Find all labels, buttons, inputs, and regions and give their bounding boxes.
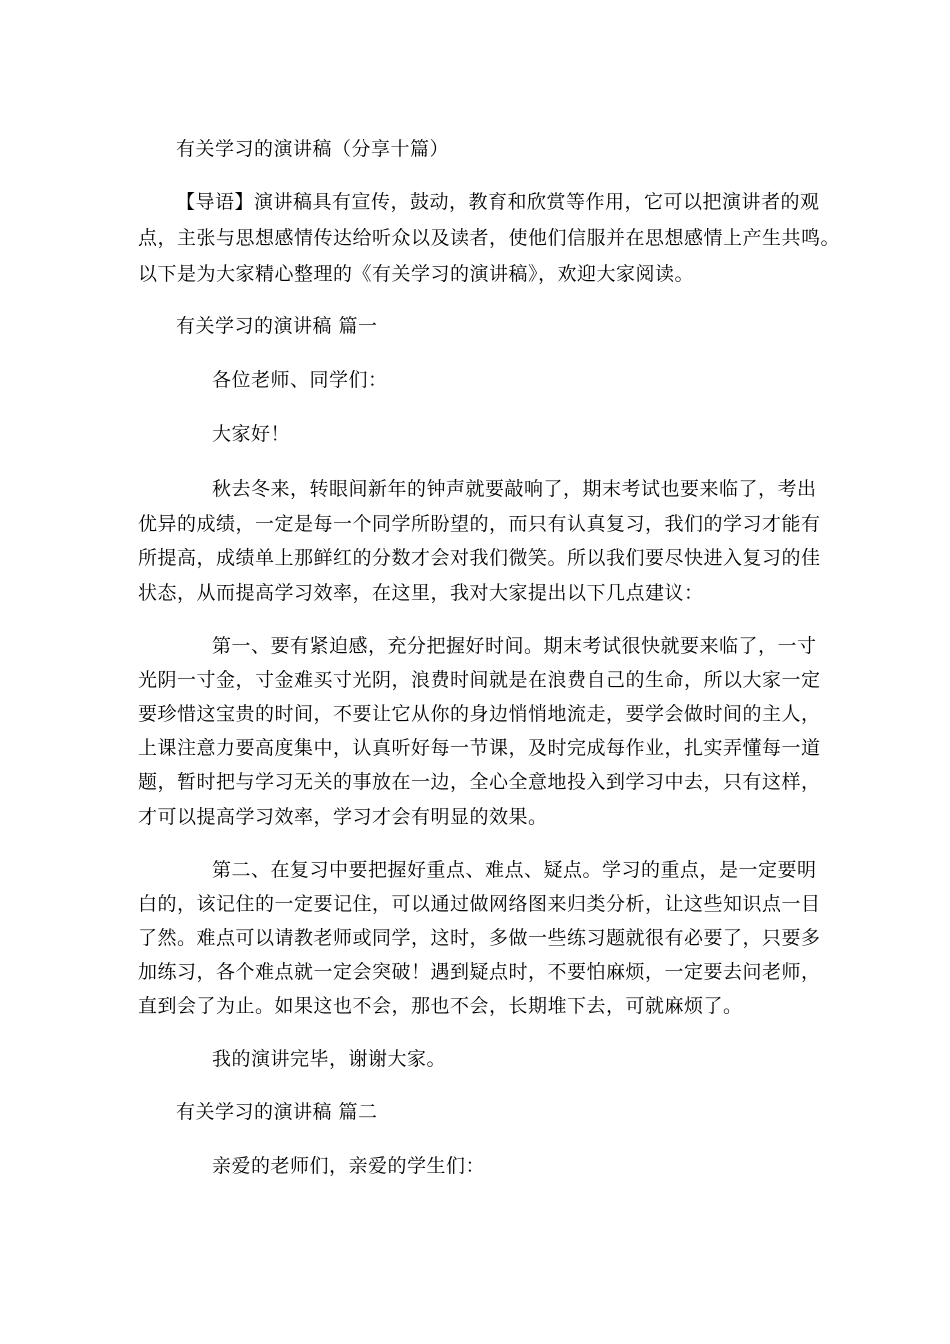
salutation: 亲爱的老师们，亲爱的学生们： bbox=[212, 1155, 486, 1177]
paragraph-line: 光阴一寸金，寸金难买寸光阴，浪费时间就是在浪费自己的生命，所以大家一定 bbox=[138, 669, 821, 691]
section-heading: 有关学习的演讲稿 篇一 bbox=[176, 315, 378, 337]
paragraph-line: 第一、要有紧迫感，充分把握好时间。期末考试很快就要来临了，一寸 bbox=[212, 635, 817, 657]
paragraph-line: 白的，该记住的一定要记住，可以通过做网络图来归类分析，让这些知识点一目 bbox=[138, 893, 821, 915]
paragraph-line: 第二、在复习中要把握好重点、难点、疑点。学习的重点，是一定要明 bbox=[212, 859, 817, 881]
paragraph-line: 秋去冬来，转眼间新年的钟声就要敲响了，期末考试也要来临了，考出 bbox=[212, 478, 817, 500]
paragraph-line: 上课注意力要高度集中，认真听好每一节课，及时完成每作业，扎实弄懂每一道 bbox=[138, 737, 821, 759]
paragraph-line: 要珍惜这宝贵的时间，不要让它从你的身边悄悄地流走，要学会做时间的主人， bbox=[138, 703, 821, 725]
intro-line: 以下是为大家精心整理的《有关学习的演讲稿》，欢迎大家阅读。 bbox=[138, 263, 695, 285]
paragraph-line: 加练习，各个难点就一定会突破！遇到疑点时，不要怕麻烦，一定要去问老师， bbox=[138, 961, 821, 983]
intro-line: 【导语】演讲稿具有宣传，鼓动，教育和欣赏等作用，它可以把演讲者的观 bbox=[176, 191, 820, 213]
closing-line: 我的演讲完毕，谢谢大家。 bbox=[212, 1048, 447, 1070]
paragraph-line: 了然。难点可以请教老师或同学，这时，多做一些练习题就很有必要了，只要多 bbox=[138, 927, 821, 949]
paragraph-line: 题，暂时把与学习无关的事放在一边，全心全意地投入到学习中去，只有这样， bbox=[138, 771, 821, 793]
salutation: 各位老师、同学们： bbox=[212, 369, 388, 391]
paragraph-line: 才可以提高学习效率，学习才会有明显的效果。 bbox=[138, 806, 548, 828]
paragraph-line: 优异的成绩，一定是每一个同学所盼望的，而只有认真复习，我们的学习才能有 bbox=[138, 513, 821, 535]
document-title: 有关学习的演讲稿（分享十篇） bbox=[176, 138, 450, 160]
paragraph-line: 所提高，成绩单上那鲜红的分数才会对我们微笑。所以我们要尽快进入复习的佳 bbox=[138, 547, 821, 569]
paragraph-line: 直到会了为止。如果这也不会，那也不会，长期堆下去，可就麻烦了。 bbox=[138, 995, 743, 1017]
greeting: 大家好！ bbox=[212, 423, 291, 445]
intro-line: 点，主张与思想感情传达给听众以及读者，使他们信服并在思想感情上产生共鸣。 bbox=[138, 227, 841, 249]
section-heading: 有关学习的演讲稿 篇二 bbox=[176, 1101, 378, 1123]
paragraph-line: 状态，从而提高学习效率，在这里，我对大家提出以下几点建议： bbox=[138, 582, 704, 604]
